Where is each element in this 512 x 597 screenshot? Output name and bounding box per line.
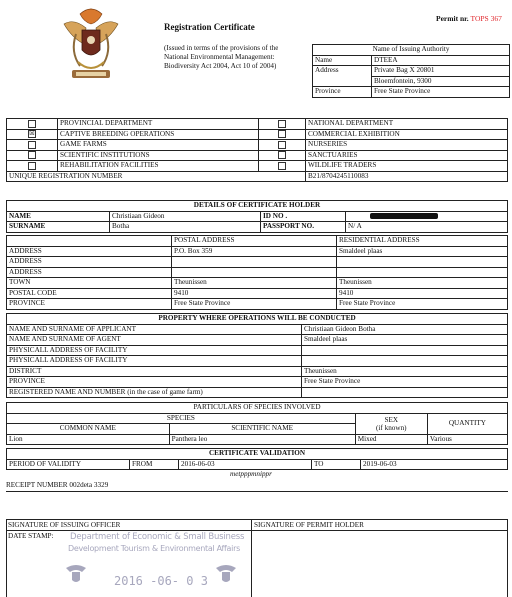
issuing-authority-heading: Name of Issuing Authority bbox=[313, 45, 510, 56]
validity-to-label: TO bbox=[312, 459, 361, 470]
category-sanctuaries: SANCTUARIES bbox=[306, 150, 508, 161]
checkbox-nurseries[interactable] bbox=[278, 141, 286, 149]
property-row-value: Free State Province bbox=[302, 377, 508, 388]
property-row-value bbox=[302, 387, 508, 398]
category-commercial-exhibition: COMMERCIAL EXHIBITION bbox=[306, 129, 508, 140]
unique-registration-value: B21/8704245110083 bbox=[306, 171, 508, 182]
certificate-holder-heading: DETAILS OF CERTIFICATE HOLDER bbox=[7, 201, 508, 212]
checkbox-wildlife-traders[interactable] bbox=[278, 162, 286, 170]
checkbox-scientific-institutions[interactable] bbox=[28, 151, 36, 159]
category-national-department: NATIONAL DEPARTMENT bbox=[306, 119, 508, 130]
validity-from-label: FROM bbox=[130, 459, 179, 470]
category-game-farms: GAME FARMS bbox=[58, 140, 259, 151]
species-common-name: Lion bbox=[7, 434, 170, 445]
checkbox-game-farms[interactable] bbox=[28, 141, 36, 149]
checkbox-sanctuaries[interactable] bbox=[278, 151, 286, 159]
postal-town-value: Theunissen bbox=[172, 278, 337, 289]
address-label-2: ADDRESS bbox=[7, 257, 172, 268]
property-row-label: PHYSICALL ADDRESS OF FACILITY bbox=[7, 356, 302, 367]
holder-surname-label: SURNAME bbox=[7, 222, 110, 233]
holder-name-label: NAME bbox=[7, 211, 110, 222]
scientific-name-header: SCIENTIFIC NAME bbox=[169, 424, 355, 435]
validation-table bbox=[6, 448, 508, 470]
property-row-label: NAME AND SURNAME OF AGENT bbox=[7, 335, 302, 346]
stamp-date: 2016 -06- 0 3 bbox=[114, 574, 208, 588]
validity-from-value: 2016-06-03 bbox=[179, 459, 312, 470]
issuing-address-label: Address bbox=[313, 66, 372, 87]
checkbox-provincial-department[interactable] bbox=[28, 120, 36, 128]
property-row-label: DISTRICT bbox=[7, 366, 302, 377]
postal-address-heading: POSTAL ADDRESS bbox=[172, 236, 337, 247]
sex-sub-label: (if known) bbox=[376, 423, 407, 432]
date-stamp-label: DATE STAMP: bbox=[8, 532, 54, 540]
holder-surname-value: Botha bbox=[110, 222, 261, 233]
address-label-1: ADDRESS bbox=[7, 246, 172, 257]
issuing-province-value: Free State Province bbox=[372, 87, 510, 98]
issuing-province-label: Province bbox=[313, 87, 372, 98]
issuing-address-line-2: Bloemfontein, 9300 bbox=[372, 76, 510, 87]
residential-address-value: Smaldeel plaas bbox=[337, 246, 508, 257]
residential-town-value: Theunissen bbox=[337, 278, 508, 289]
issuing-act-line-3: Biodiversity Act 2004, Act 10 of 2004) bbox=[164, 62, 277, 70]
holder-id-label: ID NO . bbox=[261, 211, 346, 222]
category-table bbox=[6, 118, 508, 182]
quantity-column-header: QUANTITY bbox=[427, 413, 507, 434]
common-name-header: COMMON NAME bbox=[7, 424, 170, 435]
property-table bbox=[6, 313, 508, 398]
residential-code-value: 9410 bbox=[337, 288, 508, 299]
stamp-department-line-2: Development Tourism & Environmental Affairs bbox=[68, 544, 240, 553]
property-row-value: Christiaan Gideon Botha bbox=[302, 324, 508, 335]
property-row-label: NAME AND SURNAME OF APPLICANT bbox=[7, 324, 302, 335]
postal-address-value: P.O. Box 359 bbox=[172, 246, 337, 257]
address-label-3: ADDRESS bbox=[7, 267, 172, 278]
period-of-validity-label: PERIOD OF VALIDITY bbox=[7, 459, 130, 470]
species-group-label: SPECIES bbox=[7, 413, 356, 424]
stamp-emblem-left-icon bbox=[64, 562, 88, 586]
property-row-value bbox=[302, 345, 508, 356]
postal-code-value: 9410 bbox=[172, 288, 337, 299]
property-row-value: Theunissen bbox=[302, 366, 508, 377]
issuing-officer-signature-label: SIGNATURE OF ISSUING OFFICER bbox=[8, 521, 121, 529]
sex-label: SEX bbox=[384, 415, 399, 424]
holder-id-value bbox=[346, 211, 508, 222]
issuing-name-value: DTEEA bbox=[372, 55, 510, 66]
validation-heading: CERTIFICATE VALIDATION bbox=[7, 449, 508, 460]
property-heading: PROPERTY WHERE OPERATIONS WILL BE CONDUCTED bbox=[7, 314, 508, 325]
category-scientific-institutions: SCIENTIFIC INSTITUTIONS bbox=[58, 150, 259, 161]
permit-holder-signature-label: SIGNATURE OF PERMIT HOLDER bbox=[254, 521, 364, 529]
coat-of-arms-emblem bbox=[58, 4, 124, 88]
certificate-holder-table bbox=[6, 200, 508, 233]
official-stamp bbox=[64, 530, 245, 594]
category-rehabilitation-facilities: REHABILITATION FACILITIES bbox=[58, 161, 259, 172]
table-row bbox=[7, 434, 508, 445]
permit-number: TOPS 367 bbox=[470, 14, 502, 23]
checkbox-commercial-exhibition[interactable] bbox=[278, 130, 286, 138]
unique-registration-label: UNIQUE REGISTRATION NUMBER bbox=[7, 171, 306, 182]
issuing-act-line-2: National Environmental Management: bbox=[164, 53, 275, 61]
species-quantity: Various bbox=[427, 434, 507, 445]
residential-address-heading: RESIDENTIAL ADDRESS bbox=[337, 236, 508, 247]
category-provincial-department: PROVINCIAL DEPARTMENT bbox=[58, 119, 259, 130]
postal-province-value: Free State Province bbox=[172, 299, 337, 310]
species-sex: Mixed bbox=[355, 434, 427, 445]
validity-to-value: 2019-06-03 bbox=[361, 459, 508, 470]
checkbox-captive-breeding[interactable]: ☒ bbox=[29, 131, 35, 138]
divider-line bbox=[6, 491, 508, 492]
property-row-label: PROVINCE bbox=[7, 377, 302, 388]
holder-name-value: Christiaan Gideon bbox=[110, 211, 261, 222]
property-row-label: PHYSICALL ADDRESS OF FACILITY bbox=[7, 345, 302, 356]
issuing-act-line-1: (Issued in terms of the provisions of the bbox=[164, 44, 279, 52]
residential-province-value: Free State Province bbox=[337, 299, 508, 310]
postal-code-label: POSTAL CODE bbox=[7, 288, 172, 299]
species-scientific-name: Panthera leo bbox=[169, 434, 355, 445]
province-label: PROVINCE bbox=[7, 299, 172, 310]
holder-address-table bbox=[6, 235, 508, 310]
property-row-value bbox=[302, 356, 508, 367]
checkbox-national-department[interactable] bbox=[278, 120, 286, 128]
permit-number-label bbox=[436, 14, 502, 23]
sex-column-header bbox=[355, 413, 427, 434]
property-row-value: Smaldeel plaas bbox=[302, 335, 508, 346]
id-redaction-bar bbox=[370, 213, 438, 219]
species-table bbox=[6, 402, 508, 445]
town-label: TOWN bbox=[7, 278, 172, 289]
issuing-name-label: Name bbox=[313, 55, 372, 66]
checkbox-rehabilitation-facilities[interactable] bbox=[28, 162, 36, 170]
stamp-department-line-1: Department of Economic & Small Business bbox=[70, 532, 245, 542]
issuing-address-line-1: Private Bag X 20801 bbox=[372, 66, 510, 77]
handwritten-note: metpppmnippr bbox=[230, 470, 272, 478]
category-captive-breeding: CAPTIVE BREEDING OPERATIONS bbox=[58, 129, 259, 140]
certificate-title: Registration Certificate bbox=[164, 22, 255, 32]
category-nurseries: NURSERIES bbox=[306, 140, 508, 151]
stamp-emblem-right-icon bbox=[214, 562, 238, 586]
issuing-authority-table bbox=[312, 44, 510, 98]
receipt-number: RECEIPT NUMBER 002deta 3329 bbox=[6, 481, 109, 489]
species-heading: PARTICULARS OF SPECIES INVOLVED bbox=[7, 403, 508, 414]
holder-passport-value: N/ A bbox=[346, 222, 508, 233]
category-wildlife-traders: WILDLIFE TRADERS bbox=[306, 161, 508, 172]
holder-passport-label: PASSPORT NO. bbox=[261, 222, 346, 233]
permit-label: Permit nr. bbox=[436, 14, 469, 23]
property-row-label: REGISTERED NAME AND NUMBER (in the case of game farm) bbox=[7, 387, 302, 398]
